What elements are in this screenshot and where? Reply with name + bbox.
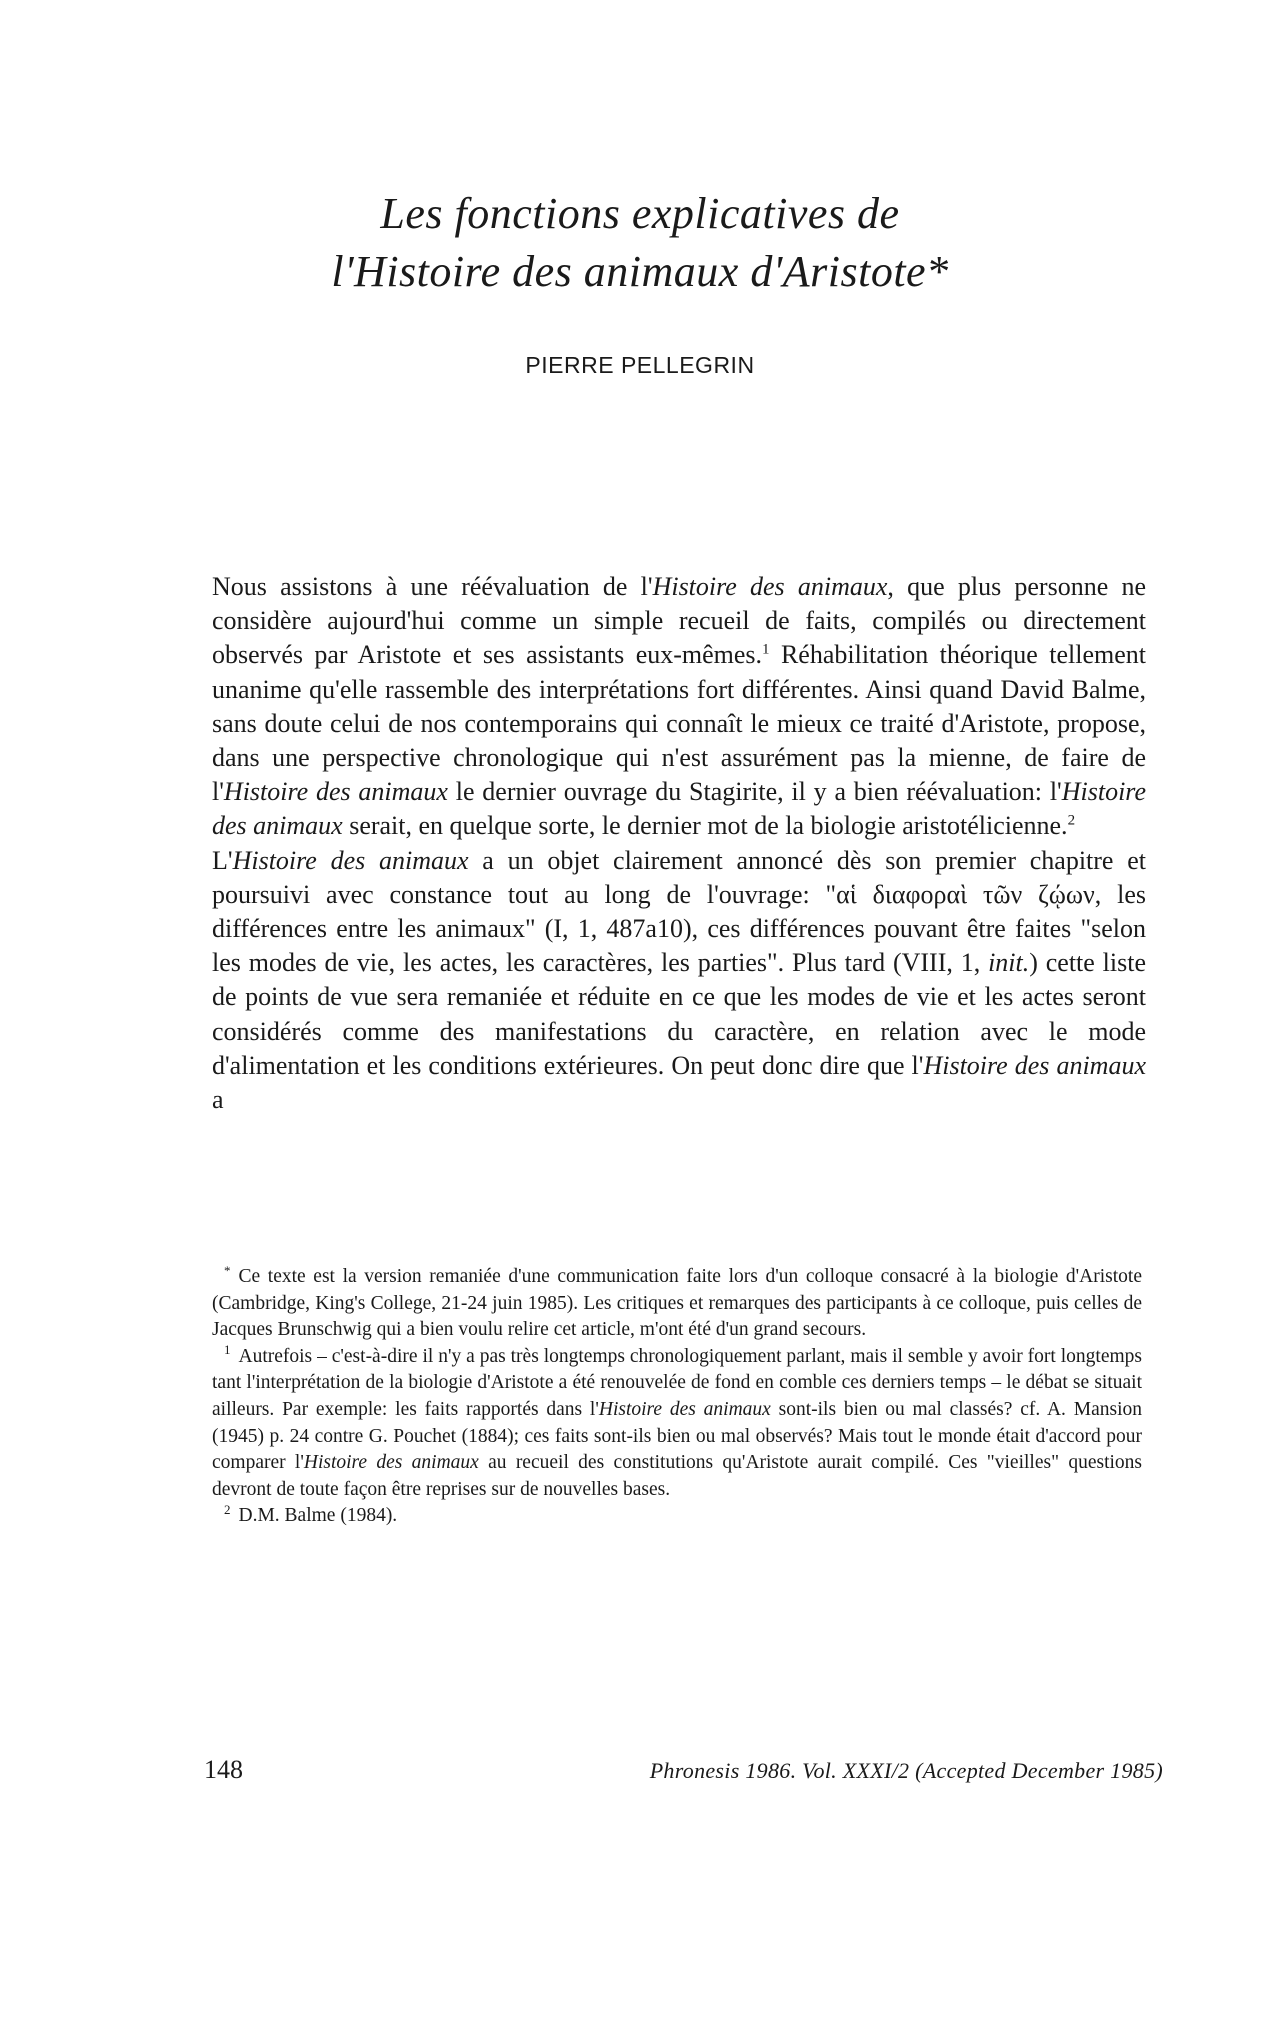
work-title: Histoire des animaux — [212, 777, 1146, 841]
latin-term: init. — [988, 948, 1030, 978]
work-title: Histoire des animaux — [923, 1050, 1146, 1080]
article-body — [212, 570, 1146, 1117]
paragraph-2: L'Histoire des animaux a un objet clairement annoncé dès son premier chapitre et poursuivi avec constance tout au long de l'ouvrage: "αἱ διαφοραὶ τῶν ζῴων, les différences entre les animaux" (I, 1, 487a10), ces différences pouvant être faites "selon les modes de vie, les actes, les caractères, les parties". Plus tard (VIII, 1, init.) cette liste de points de vue sera remaniée et réduite en ce que les modes de vie et les actes seront considérés comme des manifestations du caractère, en relation avec le mode d'alimentation et les conditions extérieures. On peut donc dire que l'Histoire des animaux a — [212, 845, 1146, 1115]
work-title: Histoire des animaux — [223, 777, 448, 807]
footnote-mark: * — [224, 1262, 231, 1278]
author-name: PIERRE PELLEGRIN — [525, 352, 755, 378]
paragraph-1: Nous assistons à une réévaluation de l'Histoire des animaux, que plus personne ne considère aujourd'hui comme un simple recueil de faits, compilés ou directement observés par Aristote et ses assistants eux-mêmes.$^1$ Réhabilitation théorique tellement unanime qu'elle rassemble des interprétations fort différentes. Ainsi quand David Balme, sans doute celui de nos contemporains qui connaît le mieux ce traité d'Aristote, propose, dans une perspective chronologique qui n'est assurément pas la mienne, de faire de l'Histoire des animaux le dernier ouvrage du Stagirite, il y a bien réévaluation: l'Histoire des animaux serait, en quelque sorte, le dernier mot de la biologie aristotélicienne.$^2$ — [212, 572, 1146, 841]
footnote-ref-2: 2 — [1067, 812, 1076, 829]
work-title: Histoire des animaux — [303, 1452, 479, 1474]
article-title — [0, 185, 1280, 301]
footnotes — [212, 1264, 1142, 1530]
work-title: Histoire des animaux — [598, 1398, 771, 1420]
work-title: Histoire des animaux — [232, 845, 469, 875]
title-line-1: Les fonctions explicatives de — [380, 189, 900, 238]
title-line-2: l'Histoire des animaux d'Aristote* — [331, 247, 949, 296]
footnote-2: $^2$ D.M. Balme (1984). — [224, 1501, 398, 1527]
journal-citation: Phronesis 1986. Vol. XXXI/2 (Accepted December 1985) — [649, 1758, 1163, 1783]
page-number: 148 — [204, 1755, 243, 1784]
footnote-mark: 2 — [224, 1501, 231, 1517]
footnote-ref-1: 1 — [762, 641, 770, 658]
footnote-mark: 1 — [224, 1342, 231, 1358]
footnote-1: $^1$ Autrefois – c'est-à-dire il n'y a pas très longtemps chronologiquement parlant, mais il semble y avoir fort longtemps tant l'interprétation de la biologie d'Aristote a été renouvelée de fond en comble ces derniers temps – le débat se situait ailleurs. Par exemple: les faits rapportés dans l'Histoire des animaux sont-ils bien ou mal classés? cf. A. Mansion (1945) p. 24 contre G. Pouchet (1884); ces faits sont-ils bien ou mal observés? Mais tout le monde était d'accord pour comparer l'Histoire des animaux au recueil des constitutions qu'Aristote aurait compilé. Ces "vieilles" questions devront de toute façon être reprises sur de nouvelles bases. — [212, 1342, 1143, 1500]
footnote-star: * Ce texte est la version remaniée d'une communication faite lors d'un colloque consacré à la biologie d'Aristote (Cambridge, King's College, 21-24 juin 1985). Les critiques et remarques des participants à ce colloque, puis celles de Jacques Brunschwig qui a bien voulu relire cet article, m'ont été d'un grand secours. — [212, 1262, 1142, 1341]
work-title: Histoire des animaux — [652, 572, 888, 601]
